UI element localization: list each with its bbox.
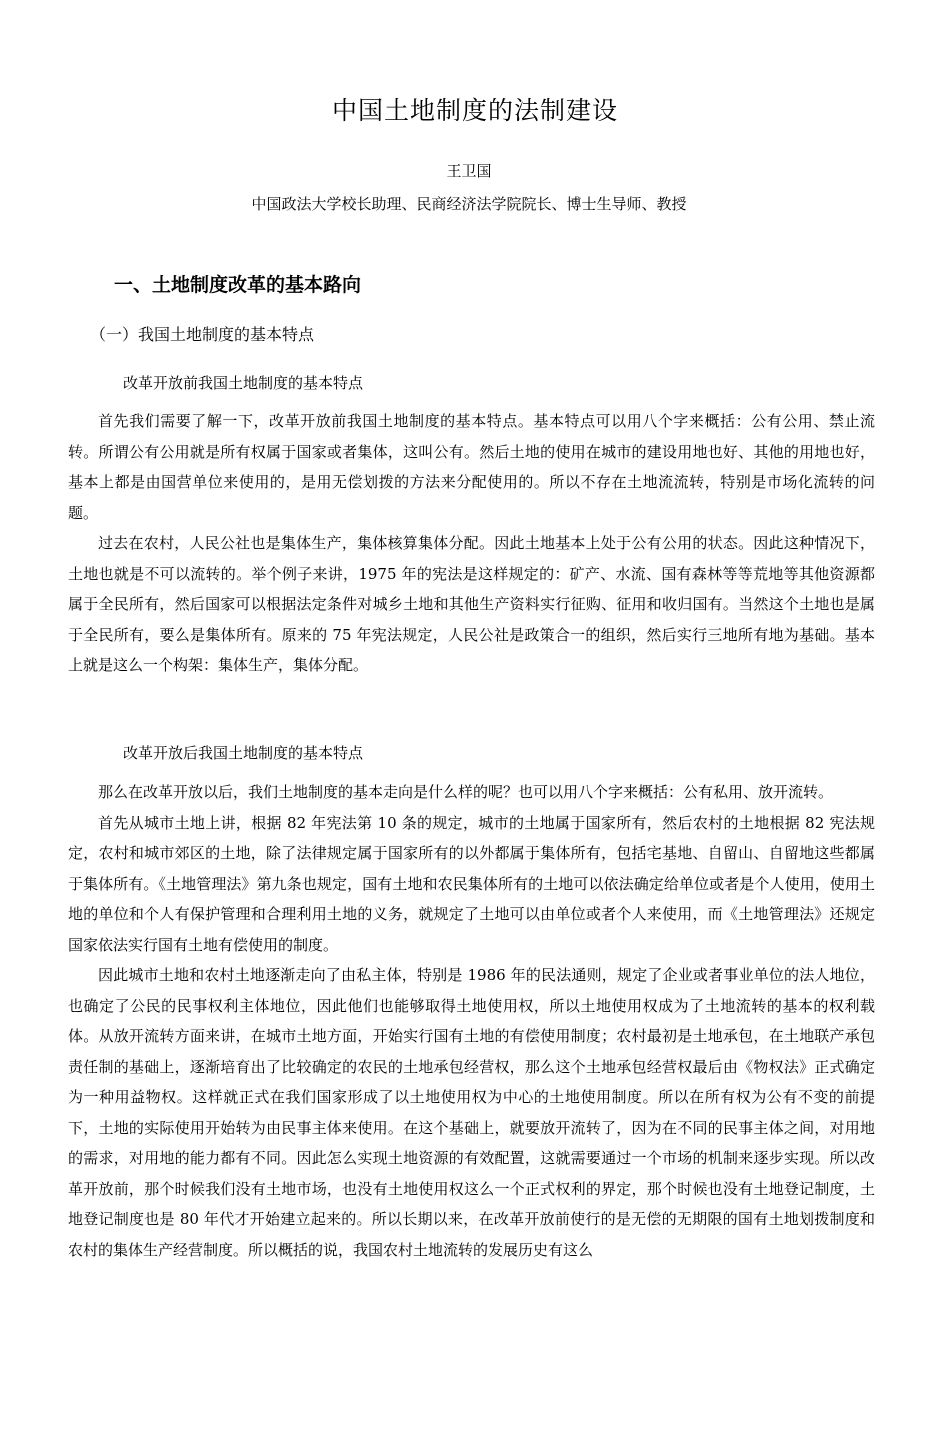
paragraph: 因此城市土地和农村土地逐渐走向了由私主体，特别是 1986 年的民法通则，规定了企业或者事业单位的法人地位，也确定了公民的民事权利主体地位，因此他们也能够取得土地使用权，所以土地使用权成为了土地流转的基本的权利载体。从放开流转方面来讲，在城市土地方面，开始实行国有土地的有偿使用制度；农村最初是土地承包，在土地联产承包责任制的基础上，逐渐培育出了比较确定的农民的土地承包经营权，那么这个土地承包经营权最后由《物权法》正式确定为一种用益物权。这样就正式在我们国家形成了以土地使用权为中心的土地使用制度。所以在所有权为公有不变的前提下，土地的实际使用开始转为由民事主体来使用。在这个基础上，就要放开流转了，因为在不同的民事主体之间，对用地的需求，对用地的能力都有不同。因此怎么实现土地资源的有效配置，这就需要通过一个市场的机制来逐步实现。所以改革开放前，那个时候我们没有土地市场，也没有土地使用权这么一个正式权利的界定，那个时候也没有土地登记制度，土地登记制度也是 80 年代才开始建立起来的。所以长期以来，在改革开放前使行的是无偿的无期限的国有土地划拨制度和农村的集体生产经营制度。所以概括的说，我国农村土地流转的发展历史有这么: [68, 966, 875, 1259]
paragraph: 首先我们需要了解一下，改革开放前我国土地制度的基本特点。基本特点可以用八个字来概括：公有公用、禁止流转。所谓公有公用就是所有权属于国家或者集体，这叫公有。然后土地的使用在城市的建设用地也好、其他的用地也好，基本上都是由国营单位来使用的，是用无偿划拨的方法来分配使用的。所以不存在土地流流转，特别是市场化流转的问题。: [68, 412, 875, 522]
part-heading-pre-reform: 改革开放前我国土地制度的基本特点: [123, 374, 364, 392]
pre-reform-body: [68, 406, 875, 681]
part-heading-post-reform: 改革开放后我国土地制度的基本特点: [123, 744, 364, 762]
post-reform-body: [68, 777, 875, 1265]
document-title: 中国土地制度的法制建设: [331, 96, 618, 125]
paragraph: 那么在改革开放以后，我们土地制度的基本走向是什么样的呢？也可以用八个字来概括：公有私用、放开流转。: [98, 783, 834, 801]
author-affiliation: 中国政法大学校长助理、民商经济法学院院长、博士生导师、教授: [251, 195, 687, 213]
paragraph: 过去在农村，人民公社也是集体生产，集体核算集体分配。因此土地基本上处于公有公用的状态。因此这种情况下，土地也就是不可以流转的。举个例子来讲，1975 年的宪法是这样规定的：矿产、水流、国有森林等等荒地等其他资源都属于全民所有，然后国家可以根据法定条件对城乡土地和其他生产资料实行征购、征用和收归国有。当然这个土地也是属于全民所有，要么是集体所有。原来的 75 年宪法规定，人民公社是政策合一的组织，然后实行三地所有地为基础。基本上就是这么一个构架：集体生产，集体分配。: [68, 534, 875, 674]
paragraph: 首先从城市土地上讲，根据 82 年宪法第 10 条的规定，城市的土地属于国家所有，然后农村的土地根据 82 宪法规定，农村和城市郊区的土地，除了法律规定属于国家所有的以外都属于集体所有，包括宅基地、自留山、自留地这些都属于集体所有。《土地管理法》第九条也规定，国有土地和农民集体所有的土地可以依法确定给单位或者是个人使用，使用土地的单位和个人有保护管理和合理利用土地的义务，就规定了土地可以由单位或者个人来使用，而《土地管理法》还规定国家依法实行国有土地有偿使用的制度。: [68, 813, 875, 954]
section-heading: 一、土地制度改革的基本路向: [114, 274, 362, 296]
author-name: 王卫国: [446, 162, 492, 180]
subsection-heading: （一）我国土地制度的基本特点: [90, 325, 315, 344]
